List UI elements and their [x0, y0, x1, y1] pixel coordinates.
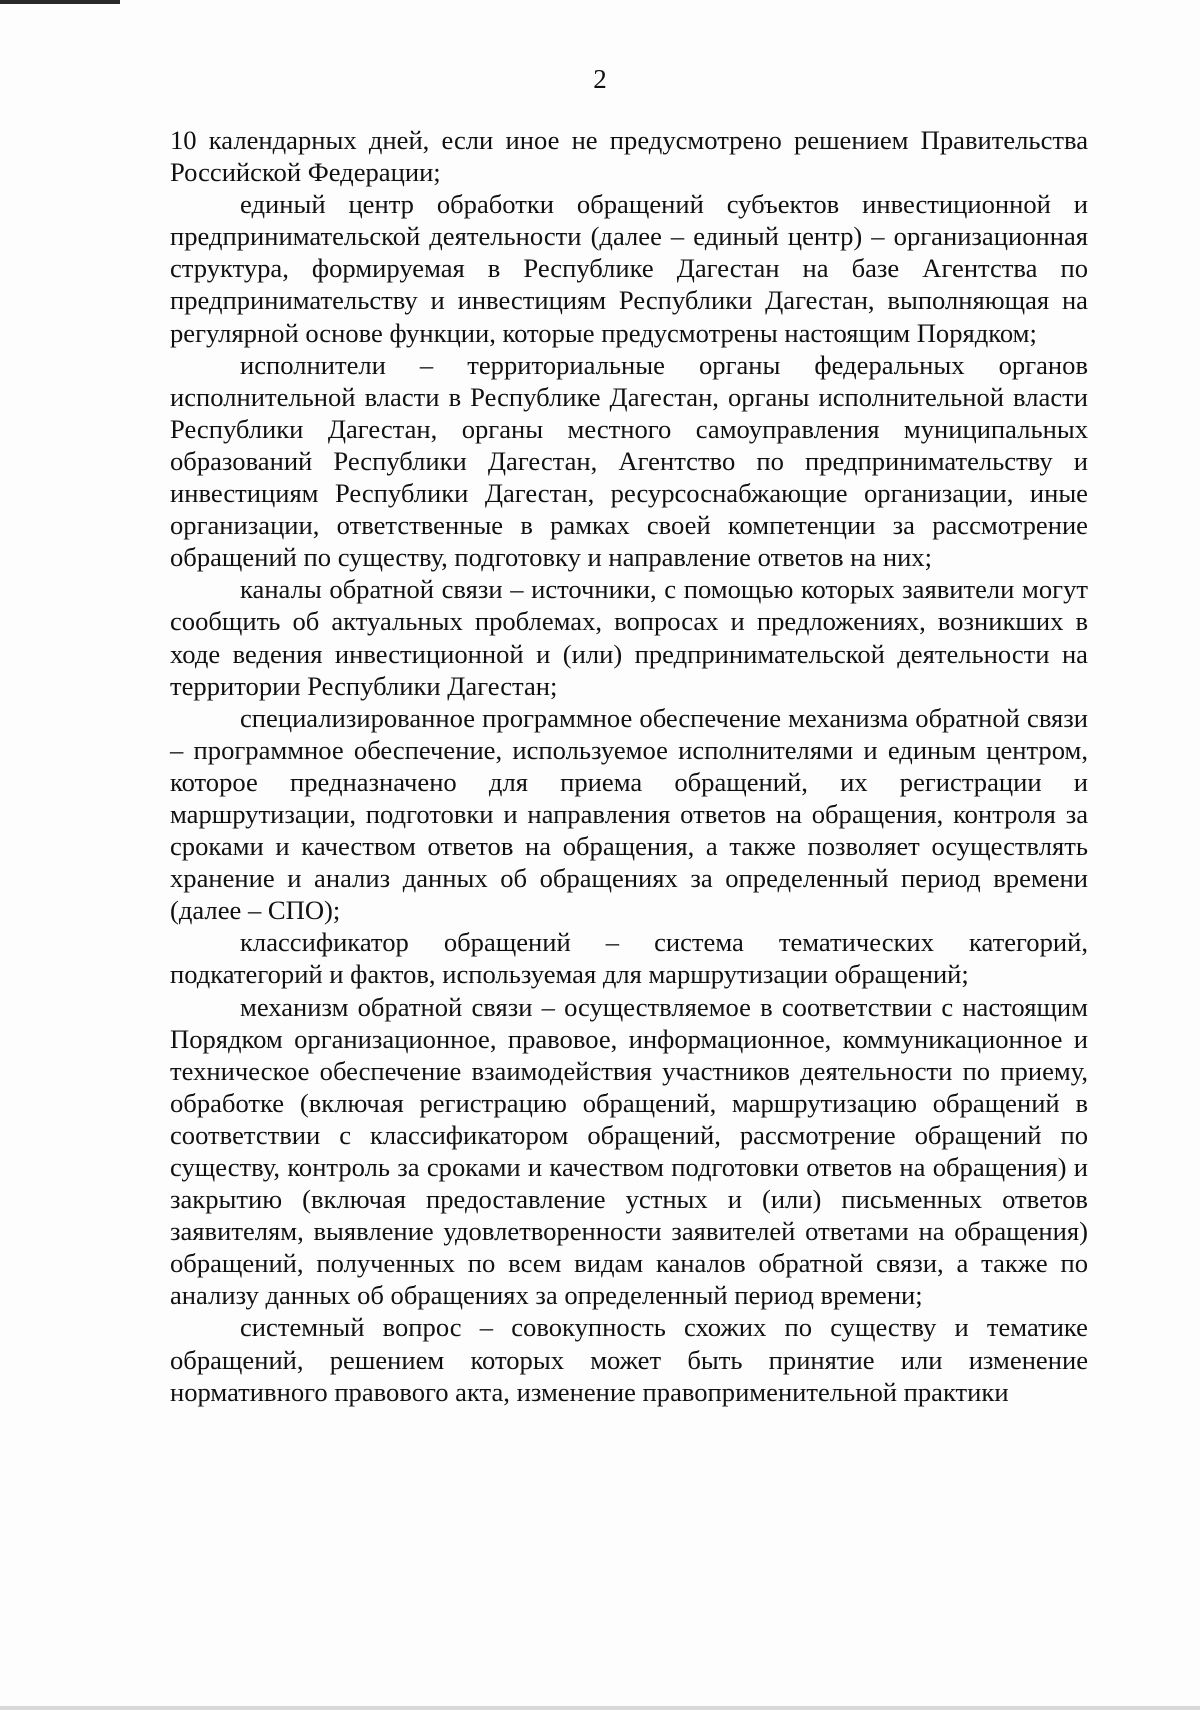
paragraph-definition-feedback-channels: каналы обратной связи – источники, с помощью которых заявители могут сообщить об актуальных проблемах, вопросах и предложениях, возникших в ходе ведения инвестиционной и (или) предпринимательской деятельности на территории Республики Дагестан;: [170, 574, 1088, 701]
document-body: [170, 124, 1088, 1408]
scan-edge-top: [0, 0, 120, 4]
page-number: 2: [593, 64, 607, 94]
scan-edge-bottom: [0, 1706, 1200, 1710]
paragraph-definition-classifier: классификатор обращений – система тематических категорий, подкатегорий и фактов, используемая для маршрутизации обращений;: [170, 927, 1088, 990]
paragraph-definition-executors: исполнители – территориальные органы федеральных органов исполнительной власти в Республике Дагестан, органы исполнительной власти Республики Дагестан, органы местного самоуправления муниципальных образований Республики Дагестан, Агентство по предпринимательству и инвестициям Республики Дагестан, ресурсоснабжающие организации, иные организации, ответственные в рамках своей компетенции за рассмотрение обращений по существу, подготовку и направление ответов на них;: [170, 349, 1088, 573]
paragraph-definition-unified-center: единый центр обработки обращений субъектов инвестиционной и предпринимательской деятельности (далее – единый центр) – организационная структура, формируемая в Республике Дагестан на базе Агентства по предпринимательству и инвестициям Республики Дагестан, выполняющая на регулярной основе функции, которые предусмотрены настоящим Порядком;: [170, 189, 1088, 348]
paragraph-continuation: 10 календарных дней, если иное не предусмотрено решением Правительства Российской Федерации;: [170, 125, 1088, 188]
paragraph-definition-software: специализированное программное обеспечение механизма обратной связи – программное обеспечение, используемое исполнителями и единым центром, которое предназначено для приема обращений, их регистрации и маршрутизации, подготовки и направления ответов на обращения, контроля за сроками и качеством ответов на обращения, а также позволяет осуществлять хранение и анализ данных об обращениях за определенный период времени (далее – СПО);: [170, 702, 1088, 926]
paragraph-definition-system-issue: системный вопрос – совокупность схожих по существу и тематике обращений, решением которых может быть принятие или изменение нормативного правового акта, изменение правоприменительной практики: [170, 1312, 1088, 1407]
paragraph-definition-feedback-mechanism: механизм обратной связи – осуществляемое в соответствии с настоящим Порядком организационное, правовое, информационное, коммуникационное и техническое обеспечение взаимодействия участников деятельности по приему, обработке (включая регистрацию обращений, маршрутизацию обращений в соответствии с классификатором обращений, рассмотрение обращений по существу, контроль за сроками и качеством подготовки ответов на обращения) и закрытию (включая предоставление устных и (или) письменных ответов заявителям, выявление удовлетворенности заявителей ответами на обращения) обращений, полученных по всем видам каналов обратной связи, а также по анализу данных об обращениях за определенный период времени;: [170, 991, 1088, 1311]
